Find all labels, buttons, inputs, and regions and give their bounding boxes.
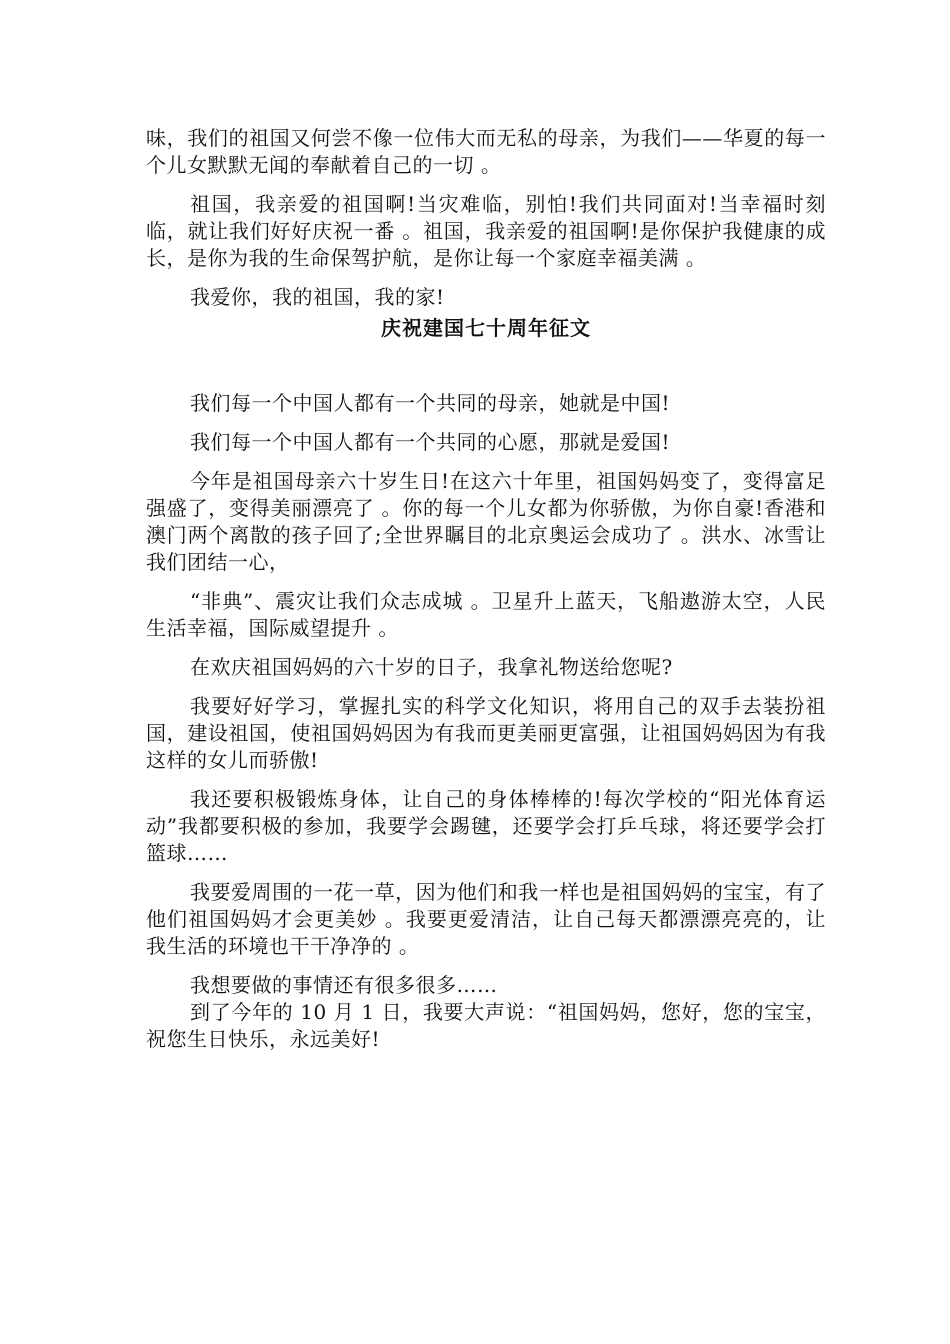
paragraph-continuation: 味，我们的祖国又何尝不像一位伟大而无私的母亲，为我们——华夏的每一个儿女默默无闻的奉献着自己的一切 。 <box>146 126 826 177</box>
paragraph: 祖国，我亲爱的祖国啊!当灾难临，别怕!我们共同面对!当幸福时刻临，就让我们好好庆祝一番 。祖国，我亲爱的祖国啊!是你保护我健康的成长，是你为我的生命保驾护航，是你让每一个家庭幸福美满 。 <box>146 192 826 270</box>
paragraph: 到了今年的 10 月 1 日，我要大声说：“祖国妈妈，您好，您的宝宝，祝您生日快乐，永远美好! <box>146 1000 826 1051</box>
paragraph: 我们每一个中国人都有一个共同的心愿，那就是爱国! <box>190 430 671 454</box>
paragraph: 我爱你，我的祖国，我的家! <box>190 285 445 309</box>
paragraph: 今年是祖国母亲六十岁生日!在这六十年里，祖国妈妈变了，变得富足强盛了，变得美丽漂亮了 。你的每一个儿女都为你骄傲，为你自豪!香港和澳门两个离散的孩子回了;全世界瞩目的北京奥运会成功了 。洪水、冰雪让我们团结一心， <box>146 469 826 574</box>
paragraph: 我还要积极锻炼身体，让自己的身体棒棒的!每次学校的“阳光体育运动”我都要积极的参加，我要学会踢毽，还要学会打乒乓球，将还要学会打篮球…… <box>146 787 826 865</box>
essay-title: 庆祝建国七十周年征文 <box>381 316 591 340</box>
paragraph: 我想要做的事情还有很多很多…… <box>190 973 498 997</box>
document-body <box>146 125 826 1065</box>
paragraph: 我们每一个中国人都有一个共同的母亲，她就是中国! <box>190 391 671 415</box>
paragraph: 我要爱周围的一花一草，因为他们和我一样也是祖国妈妈的宝宝，有了他们祖国妈妈才会更美妙 。我要更爱清洁，让自己每天都漂漂亮亮的，让我生活的环境也干干净净的 。 <box>146 880 826 958</box>
paragraph: “非典”、震灾让我们众志成城 。卫星升上蓝天，飞船遨游太空，人民生活幸福，国际威望提升 。 <box>146 589 826 640</box>
paragraph: 在欢庆祖国妈妈的六十岁的日子，我拿礼物送给您呢? <box>190 655 673 679</box>
paragraph: 我要好好学习，掌握扎实的科学文化知识，将用自己的双手去装扮祖国，建设祖国，使祖国妈妈因为有我而更美丽更富强，让祖国妈妈因为有我这样的女儿而骄傲! <box>146 694 826 772</box>
title-spacer <box>146 342 826 390</box>
